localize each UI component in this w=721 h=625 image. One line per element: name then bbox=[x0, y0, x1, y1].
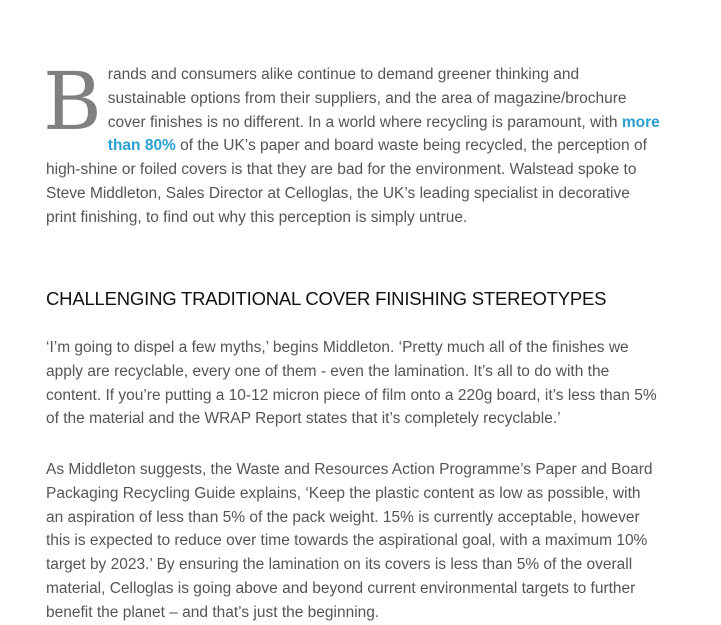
drop-cap: B bbox=[43, 55, 102, 148]
body-paragraph-1: ‘I’m going to dispel a few myths,’ begins Middleton. ‘Pretty much all of the finishes we apply are recyclable, every one of them - even the lamination. It’s all to do with the content. If you’re putting a 10-12 micron piece of film onto a 220g board, it’s less than 5% of the material and the WRAP Report states that it’s completely recyclable.’ bbox=[46, 339, 657, 428]
body-paragraph-2: As Middleton suggests, the Waste and Resources Action Programme’s Paper and Board Packaging Recycling Guide explains, ‘Keep the plastic content as low as possible, with an aspiration of less than 5% of the pack weight. 15% is currently acceptable, however this is expected to reduce over time towards the aspirational goal, with a maximum 10% target by 2023.’ By ensuring the lamination on its covers is less than 5% of the overall material, Celloglas is going above and beyond current environmental targets to further benefit the planet – and that’s just the beginning. bbox=[46, 461, 653, 621]
section-heading: CHALLENGING TRADITIONAL COVER FINISHING STEREOTYPES bbox=[46, 288, 607, 309]
highlight-statistic: more than 80% bbox=[107, 113, 660, 155]
intro-text-end: of the UK’s paper and board waste being recycled, the perception of high-shine or foiled covers is that they are bad for the environment. Walstead spoke to Steve Middleton, Sales Director at Celloglas, the UK’s leading specialist in decorative print finishing, to find out why this perception is simply untrue. bbox=[46, 137, 647, 226]
intro-text-start: rands and consumers alike continue to demand greener thinking and sustainable options from their suppliers, and the area of magazine/brochure cover finishes is no different. In a world where recycling is paramount, with bbox=[107, 66, 627, 131]
intro-paragraph bbox=[43, 55, 660, 230]
